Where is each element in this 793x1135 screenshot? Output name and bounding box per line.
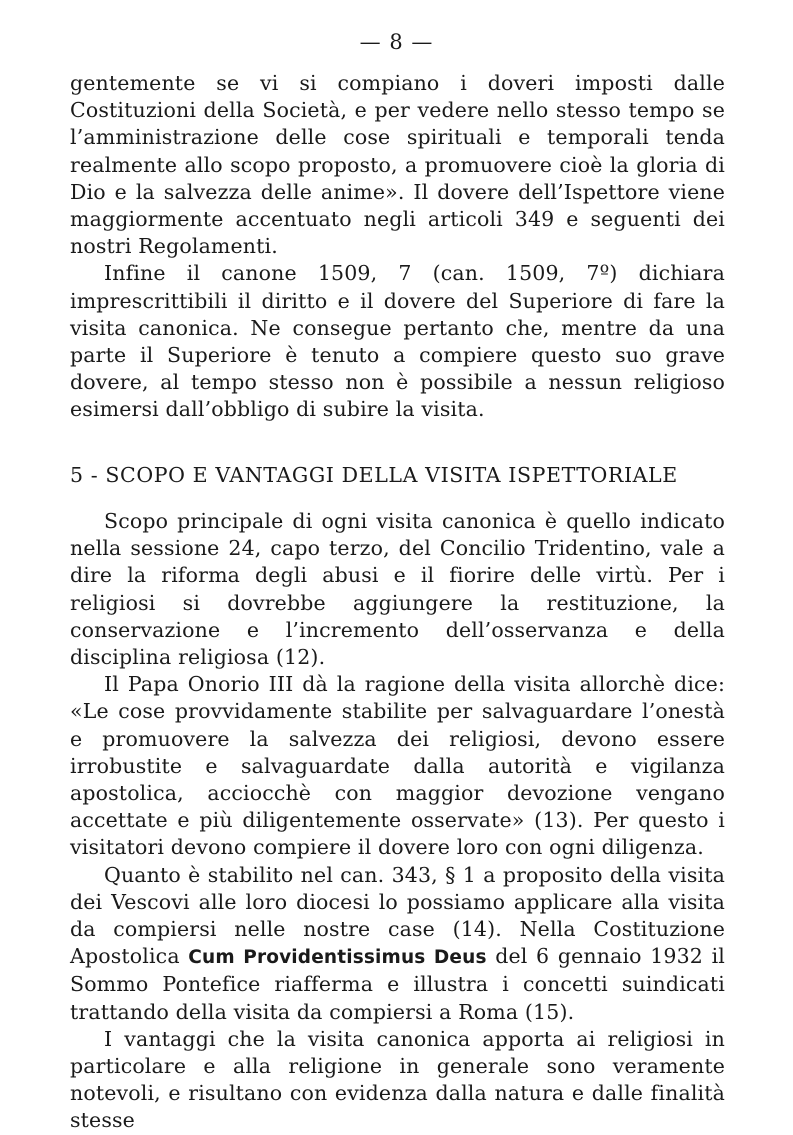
top-text-block — [70, 70, 725, 424]
paragraph-onorio: Il Papa Onorio III dà la ragione della visita allorchè dice: «Le cose provvidamente stabilite per salvaguardare l’onestà e promuovere la salvezza dei religiosi, devono essere irrobustite e salvaguardate dalla autorità e vigilanza apostolica, acciocchè con maggior devozione vengano accettate e più diligentemente osservate» (13). Per questo i visitatori devono compiere il dovere loro con ogni diligenza. — [70, 672, 725, 860]
paragraph-can-343-text-1: Quanto è stabilito nel can. 343, § 1 a proposito della visita dei Vescovi alle loro diocesi lo possiamo applicare alla visita da compiersi nelle nostre case (14). Nella Costituzione Apostolica — [70, 862, 725, 969]
page-number: — 8 — — [359, 30, 434, 54]
bottom-text-block — [70, 508, 725, 1135]
paragraph-scopo: Scopo principale di ogni visita canonica è quello indicato nella sessione 24, capo terzo, del Concilio Tridentino, vale a dire la riforma degli abusi e il fiorire delle virtù. Per i religiosi si dovrebbe aggiungere la restituzione, la conservazione e l’incremento dell’osservanza e della disciplina religiosa (12). — [70, 509, 725, 670]
section-heading: 5 - SCOPO E VANTAGGI DELLA VISITA ISPETTORIALE — [70, 463, 678, 487]
paragraph-vantaggi: I vantaggi che la visita canonica apporta ai religiosi in particolare e alla religione in generale sono veramente notevoli, e risultano con evidenza dalla natura e dalle finalità stesse — [70, 1026, 725, 1133]
paragraph-can-343-text-2: del 6 gennaio 1932 il Sommo Pontefice riafferma e illustra i concetti suindicati trattando della visita da compiersi a Roma (15). — [70, 944, 725, 1024]
constitution-title: Cum Providentissimus Deus — [188, 947, 487, 969]
paragraph-can-343 — [70, 862, 725, 1026]
paragraph-continued: gentemente se vi si compiano i doveri imposti dalle Costituzioni della Società, e per vedere nello stesso tempo se l’amministrazione delle cose spirituali e temporali tenda realmente allo scopo proposto, a promuovere cioè la gloria di Dio e la salvezza delle anime». Il dovere dell’Ispettore viene maggiormente accentuato negli articoli 349 e seguenti dei nostri Regolamenti. — [70, 71, 725, 259]
paragraph-canone-1509: Infine il canone 1509, 7 (can. 1509, 7º) dichiara imprescrittibili il diritto e il dovere del Superiore di fare la visita canonica. Ne consegue pertanto che, mentre da una parte il Superiore è tenuto a compiere questo suo grave dovere, al tempo stesso non è possibile a nessun religioso esimersi dall’obbligo di subire la visita. — [70, 261, 725, 422]
